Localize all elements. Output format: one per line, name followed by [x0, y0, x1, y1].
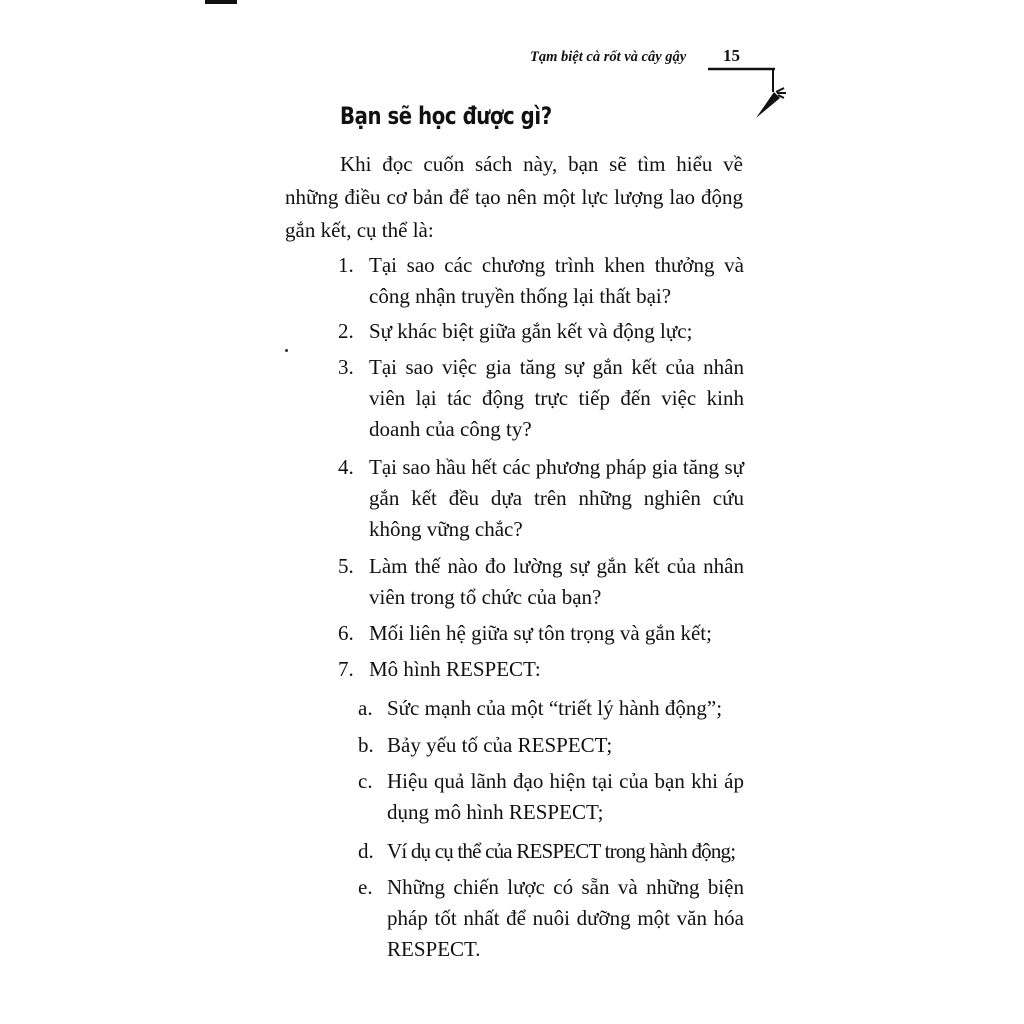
- list-item-number: 2.: [338, 319, 354, 343]
- list-item-number: 1.: [338, 253, 354, 277]
- running-title: Tạm biệt cà rốt và cây gậy: [530, 49, 687, 65]
- sublist-item-text: Sức mạnh của một “triết lý hành động”;: [387, 696, 723, 720]
- list-item-text: Tại sao các chương trình khen thưởng và công nhận truyền thống lại thất bại?: [369, 253, 744, 308]
- list-item-number: 6.: [338, 621, 354, 645]
- list-item-number: 4.: [338, 455, 354, 479]
- sublist-item-letter: d.: [358, 839, 374, 863]
- list-item-text: Tại sao việc gia tăng sự gắn kết của nhân viên lại tác động trực tiếp đến việc kinh doanh của công ty?: [369, 355, 744, 441]
- sublist-item-text: Hiệu quả lãnh đạo hiện tại của bạn khi áp dụng mô hình RESPECT;: [387, 769, 744, 824]
- page-edge-mark: [205, 0, 237, 4]
- page-number: 15: [723, 46, 740, 65]
- sublist-item-letter: e.: [358, 875, 373, 899]
- list-item-text: Sự khác biệt giữa gắn kết và động lực;: [369, 319, 693, 343]
- list-item-text: Mô hình RESPECT:: [369, 657, 541, 681]
- list-item-text: Tại sao hầu hết các phương pháp gia tăng sự gắn kết đều dựa trên những nghiên cứu không vững chắc?: [369, 455, 744, 541]
- list-item-number: 7.: [338, 657, 354, 681]
- carrot-icon: [700, 62, 790, 122]
- sublist-item-letter: c.: [358, 769, 373, 793]
- sublist-item-letter: a.: [358, 696, 373, 720]
- intro-paragraph: Khi đọc cuốn sách này, bạn sẽ tìm hiểu về những điều cơ bản để tạo nên một lực lượng lao động gắn kết, cụ thể là:: [285, 152, 743, 242]
- list-item-number: 3.: [338, 355, 354, 379]
- stray-mark: [285, 349, 288, 352]
- sublist-item-text: Bảy yếu tố của RESPECT;: [387, 733, 613, 757]
- sublist-item-text: Những chiến lược có sẵn và những biện pháp tốt nhất để nuôi dưỡng một văn hóa RESPECT.: [387, 875, 744, 961]
- list-item-text: Mối liên hệ giữa sự tôn trọng và gắn kết;: [369, 621, 712, 645]
- list-item-number: 5.: [338, 554, 354, 578]
- section-heading: Bạn sẽ học được gì?: [340, 102, 552, 130]
- sublist-item-text: Ví dụ cụ thể của RESPECT trong hành động;: [387, 839, 736, 863]
- sublist-item-letter: b.: [358, 733, 374, 757]
- list-item-text: Làm thế nào đo lường sự gắn kết của nhân viên trong tổ chức của bạn?: [369, 554, 744, 609]
